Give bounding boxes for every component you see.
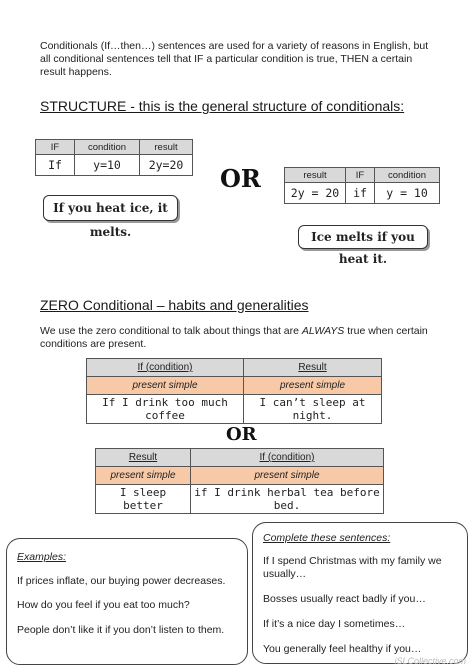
zero-intro <box>40 325 440 351</box>
exercise-title: Complete these sentences: <box>263 532 391 544</box>
sentence-cell: I sleep better <box>96 485 191 514</box>
value-cell: 2y = 20 <box>285 183 346 204</box>
zero-table-result-first <box>95 448 384 514</box>
header-cell: result <box>285 168 346 183</box>
sentence-cell: I can’t sleep at night. <box>244 395 382 424</box>
tense-cell: present simple <box>191 467 384 485</box>
value-cell: 2y=20 <box>140 155 193 176</box>
value-cell: y=10 <box>75 155 140 176</box>
exercise-line: If I spend Christmas with my family we usually… <box>263 555 442 580</box>
structure-table-if-first <box>35 139 193 176</box>
value-cell: y = 10 <box>375 183 440 204</box>
header-cell: Result <box>244 359 382 377</box>
zero-conditional-heading: ZERO Conditional – habits and generalities <box>40 297 309 313</box>
example-line: If prices inflate, our buying power decreases. <box>17 575 226 587</box>
structure-heading: STRUCTURE - this is the general structure of conditionals: <box>40 98 405 114</box>
example-sentence-if-first: If you heat ice, it melts. <box>43 195 178 221</box>
example-line: People don’t like it if you don’t listen to them. <box>17 624 225 636</box>
tense-cell: present simple <box>96 467 191 485</box>
example-line: How do you feel if you eat too much? <box>17 599 190 611</box>
sentence-cell: If I drink too much coffee <box>87 395 244 424</box>
value-cell: if <box>346 183 375 204</box>
tense-cell: present simple <box>87 377 244 395</box>
header-cell: condition <box>375 168 440 183</box>
examples-box <box>6 538 248 665</box>
example-sentence-result-first: Ice melts if you heat it. <box>298 225 428 249</box>
sentence-cell: if I drink herbal tea before bed. <box>191 485 384 514</box>
zero-intro-text: true when certain conditions are present. <box>40 325 428 350</box>
exercise-line: Bosses usually react badly if you… <box>263 593 426 605</box>
header-cell: If (condition) <box>191 449 384 467</box>
exercise-line: If it’s a nice day I sometimes… <box>263 618 406 630</box>
exercise-line: You generally feel healthy if you… <box>263 643 422 655</box>
or-label: OR <box>220 164 261 193</box>
header-cell: IF <box>36 140 75 155</box>
header-cell: IF <box>346 168 375 183</box>
tense-cell: present simple <box>244 377 382 395</box>
or-label: OR <box>226 424 257 445</box>
value-cell: If <box>36 155 75 176</box>
intro-paragraph: Conditionals (If…then…) sentences are used for a variety of reasons in English, but all conditional sentences tell that IF a particular condition is true, THEN a certain result happens. <box>40 40 429 78</box>
exercise-box <box>252 522 468 664</box>
zero-table-if-first <box>86 358 382 424</box>
structure-table-result-first <box>284 167 440 204</box>
header-cell: condition <box>75 140 140 155</box>
header-cell: result <box>140 140 193 155</box>
emphasis-always: ALWAYS <box>301 325 345 337</box>
zero-intro-text: We use the zero conditional to talk about things that are <box>40 325 302 337</box>
watermark-credit: iSLCollective.com <box>394 656 466 666</box>
examples-title: Examples: <box>17 551 67 563</box>
header-cell: If (condition) <box>87 359 244 377</box>
header-cell: Result <box>96 449 191 467</box>
